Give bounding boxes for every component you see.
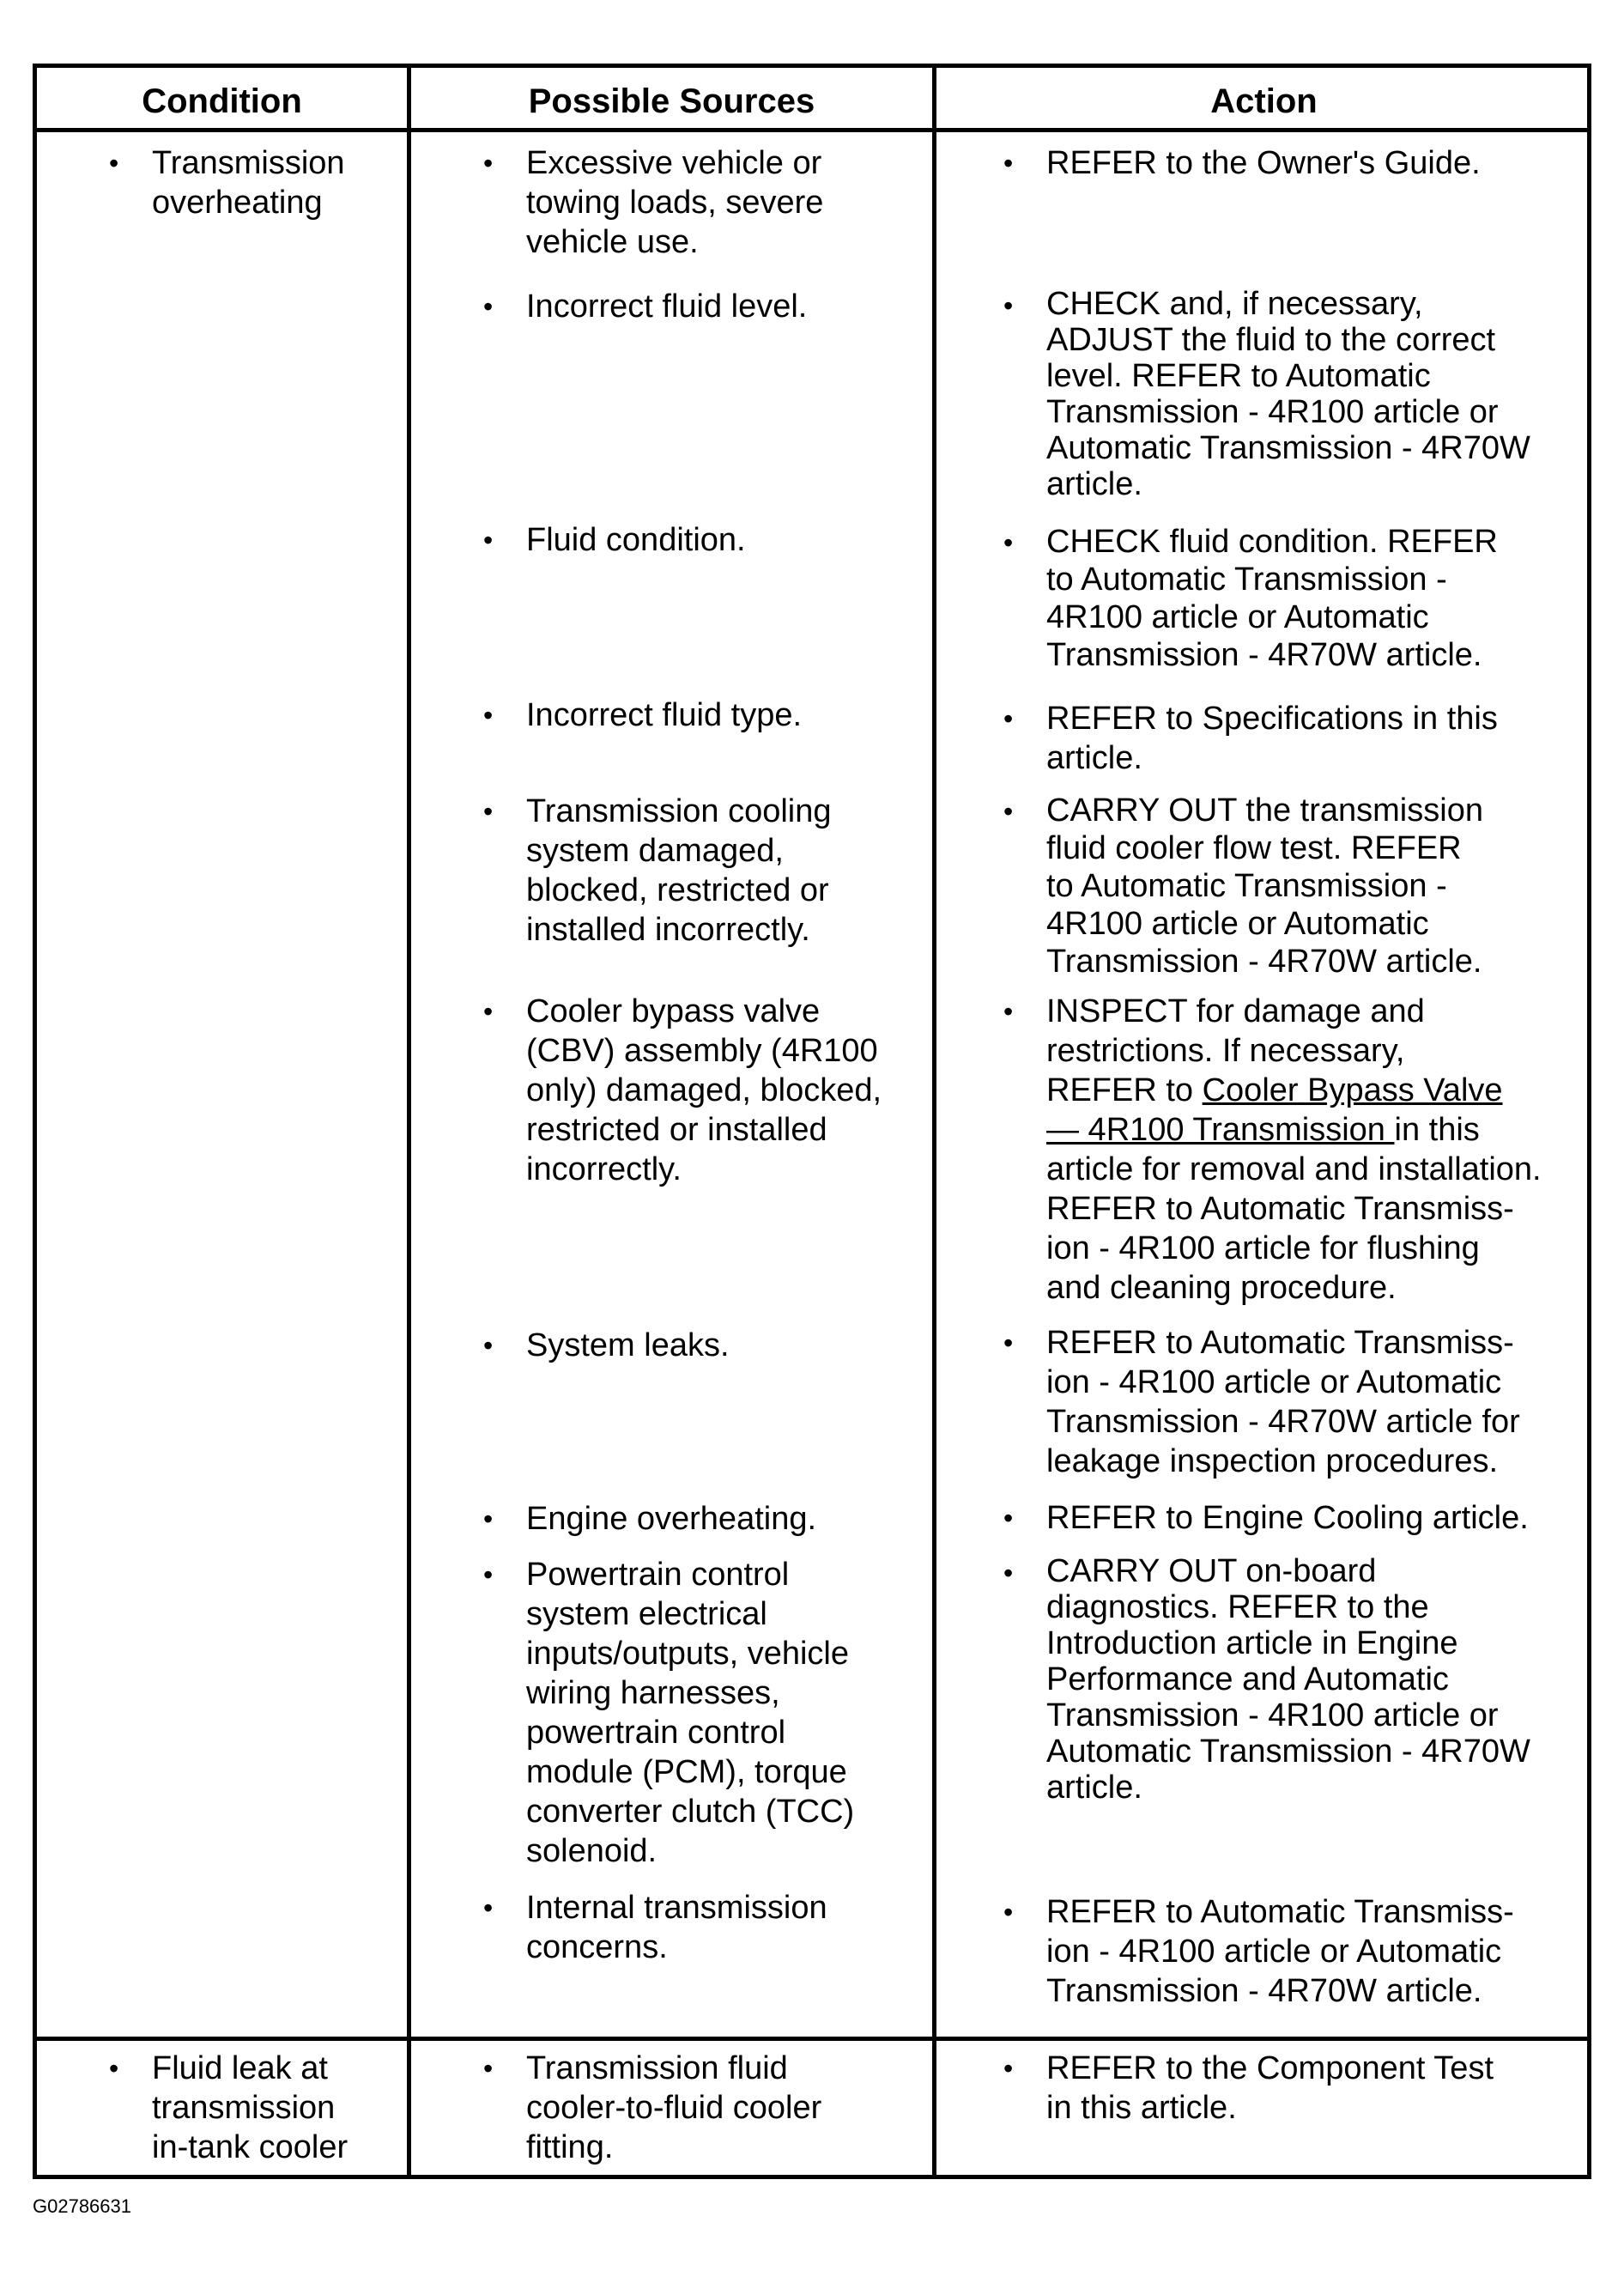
action-text: REFER to Automatic Transmiss- ion - 4R100 article or Automatic Transmission - 4R70W article.: [1046, 1894, 1514, 2009]
action-text: REFER to Specifications in this article.: [1046, 701, 1498, 776]
action-text-post: in this article for removal and installation. REFER to Automatic Transmiss- ion - 4R100 article for flushing and cleaning procedure.: [1046, 1112, 1542, 1306]
bullet-icon: •: [1003, 996, 1014, 1027]
source-text: System leaks.: [526, 1327, 730, 1363]
bullet-icon: •: [1003, 148, 1014, 179]
source-text: Incorrect fluid type.: [526, 697, 803, 733]
condition-text: Fluid leak at transmission in-tank cooler: [152, 2050, 348, 2165]
bullet-icon: •: [483, 1503, 494, 1534]
source-text: Transmission fluid cooler-to-fluid cooler fitting.: [526, 2050, 822, 2165]
row-divider: [37, 2037, 1587, 2041]
bullet-icon: •: [109, 148, 119, 179]
bullet-icon: •: [483, 700, 494, 731]
bullet-icon: •: [483, 148, 494, 179]
action-text: CHECK fluid condition. REFER to Automatic Transmission - 4R100 article or Automatic Transmission - 4R70W article.: [1046, 524, 1498, 673]
figure-id: G02786631: [33, 2195, 131, 2217]
header-condition: Condition: [142, 82, 302, 120]
bullet-icon: •: [1003, 290, 1014, 321]
action-text: REFER to Engine Cooling article.: [1046, 1500, 1529, 1536]
bullet-icon: •: [1003, 527, 1014, 558]
bullet-icon: •: [1003, 796, 1014, 827]
bullet-icon: •: [483, 525, 494, 556]
bullet-icon: •: [1003, 1897, 1014, 1928]
column-divider: [407, 68, 411, 2175]
action-text: REFER to the Component Test in this article.: [1046, 2050, 1494, 2126]
bullet-icon: •: [1003, 1327, 1014, 1358]
action-text: CHECK and, if necessary, ADJUST the fluid to the correct level. REFER to Automatic Transmission - 4R100 article or Automatic Transmission - 4R70W article.: [1046, 286, 1530, 502]
action-text: CARRY OUT on-board diagnostics. REFER to the Introduction article in Engine Performance and Automatic Transmission - 4R100 article or Automatic Transmission - 4R70W article.: [1046, 1553, 1530, 1806]
bullet-icon: •: [1003, 703, 1014, 734]
source-text: Fluid condition.: [526, 522, 746, 558]
bullet-icon: •: [483, 291, 494, 322]
header-possible-sources: Possible Sources: [528, 82, 815, 120]
action-text: [1046, 992, 1596, 1308]
bullet-icon: •: [1003, 2053, 1014, 2084]
bullet-icon: •: [483, 1892, 494, 1923]
source-text: Powertrain control system electrical inputs/outputs, vehicle wiring harnesses, powertrain control module (PCM), torque converter clutch (TCC) solenoid.: [526, 1557, 855, 1869]
bullet-icon: •: [483, 1330, 494, 1361]
bullet-icon: •: [1003, 1503, 1014, 1533]
source-text: Transmission cooling system damaged, blocked, restricted or installed incorrectly.: [526, 793, 832, 948]
diagnosis-table: [33, 64, 1591, 2179]
source-text: Internal transmission concerns.: [526, 1890, 827, 1965]
action-text: REFER to the Owner's Guide.: [1046, 145, 1481, 181]
source-text: Incorrect fluid level.: [526, 288, 808, 325]
action-text: REFER to Automatic Transmiss- ion - 4R100 article or Automatic Transmission - 4R70W article for leakage inspection procedures.: [1046, 1325, 1520, 1479]
header-action: Action: [1210, 82, 1318, 120]
source-text: Cooler bypass valve (CBV) assembly (4R100 only) damaged, blocked, restricted or installed incorrectly.: [526, 993, 882, 1187]
bullet-icon: •: [109, 2053, 119, 2084]
bullet-icon: •: [483, 996, 494, 1027]
bullet-icon: •: [483, 1559, 494, 1590]
action-text-pre: INSPECT for damage and restrictions. If necessary, REFER to: [1046, 993, 1425, 1108]
bullet-icon: •: [483, 796, 494, 827]
bullet-icon: •: [483, 2053, 494, 2084]
cooler-bypass-valve-link[interactable]: Cooler Bypass Valve — 4R100 Transmission: [1046, 1072, 1503, 1148]
source-text: Excessive vehicle or towing loads, severe vehicle use.: [526, 145, 824, 260]
column-divider: [932, 68, 936, 2175]
bullet-icon: •: [1003, 1557, 1014, 1588]
source-text: Engine overheating.: [526, 1501, 817, 1537]
action-text: CARRY OUT the transmission fluid cooler flow test. REFER to Automatic Transmission - 4R100 article or Automatic Transmission - 4R70W article.: [1046, 792, 1483, 980]
condition-text: Transmission overheating: [152, 145, 345, 221]
